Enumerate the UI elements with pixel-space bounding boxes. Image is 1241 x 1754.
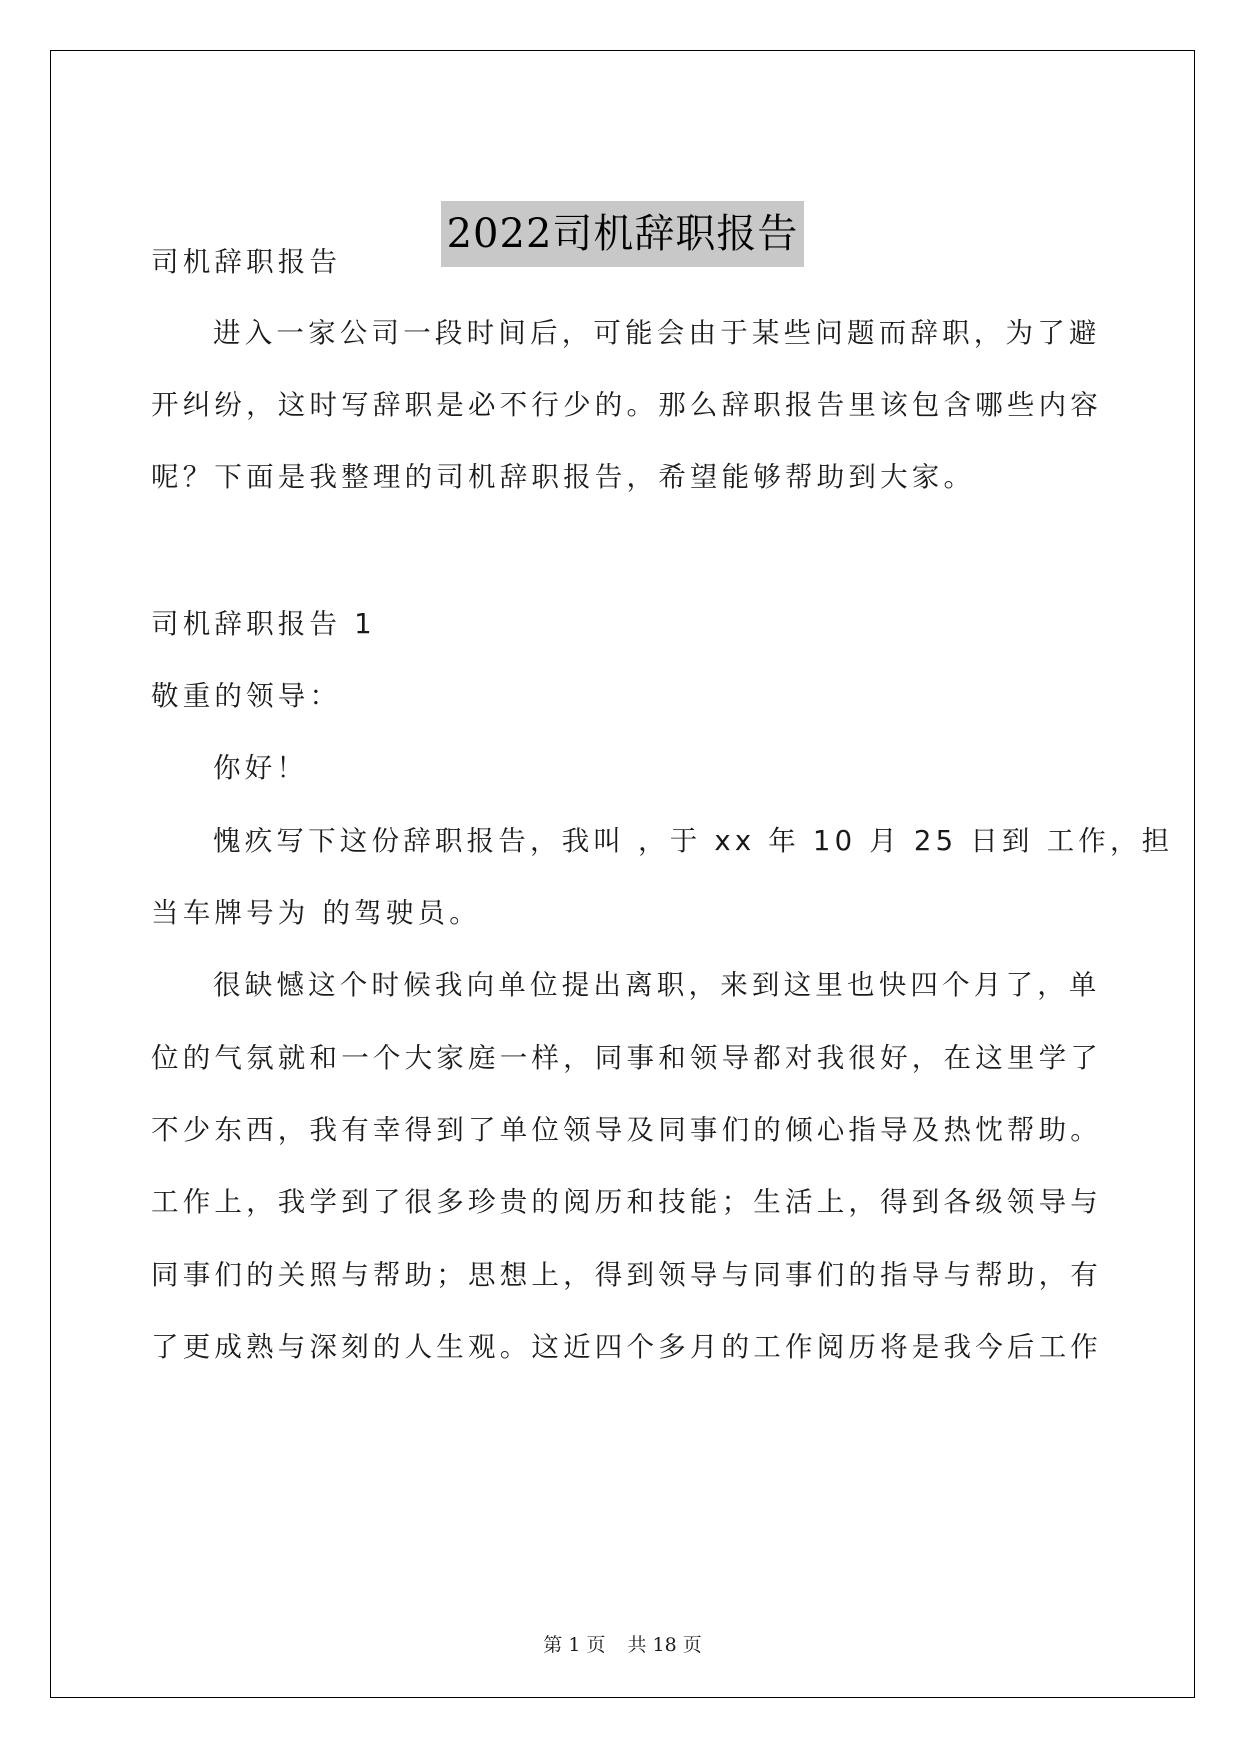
intro-line: 进入一家公司一段时间后，可能会由于某些问题而辞职，为了避 (213, 317, 1101, 349)
paragraph-line: 当车牌号为 的驾驶员。 (151, 897, 481, 929)
page-number: 第 1 页 (543, 1634, 606, 1656)
paragraph-line: 很缺憾这个时候我向单位提出离职，来到这里也快四个月了，单 (213, 969, 1101, 1001)
document-page (50, 50, 1195, 1698)
document-body (151, 51, 1174, 1611)
paragraph-line: 愧疚写下这份辞职报告，我叫 ，于 xx 年 10 月 25 日到 工作，担 (213, 825, 1174, 857)
paragraph-line: 位的气氛就和一个大家庭一样，同事和领导都对我很好，在这里学了 (151, 1042, 1102, 1074)
document-subtitle: 司机辞职报告 (151, 246, 342, 278)
intro-line: 开纠纷，这时写辞职是必不行少的。那么辞职报告里该包含哪些内容 (151, 389, 1102, 421)
document-title: 2022司机辞职报告 (441, 201, 805, 267)
paragraph-line: 同事们的关照与帮助；思想上，得到领导与同事们的指导与帮助，有 (151, 1259, 1102, 1291)
paragraph-line: 工作上，我学到了很多珍贵的阅历和技能；生活上，得到各级领导与 (151, 1186, 1102, 1218)
salutation: 敬重的领导： (151, 680, 342, 712)
page-footer (51, 1631, 1194, 1659)
section-heading: 司机辞职报告 1 (151, 608, 376, 640)
page-total: 共 18 页 (627, 1634, 702, 1656)
greeting: 你好！ (213, 752, 309, 784)
paragraph-line: 不少东西，我有幸得到了单位领导及同事们的倾心指导及热忱帮助。 (151, 1114, 1102, 1146)
intro-line: 呢？下面是我整理的司机辞职报告，希望能够帮助到大家。 (151, 461, 976, 493)
paragraph-line: 了更成熟与深刻的人生观。这近四个多月的工作阅历将是我今后工作 (151, 1331, 1102, 1363)
